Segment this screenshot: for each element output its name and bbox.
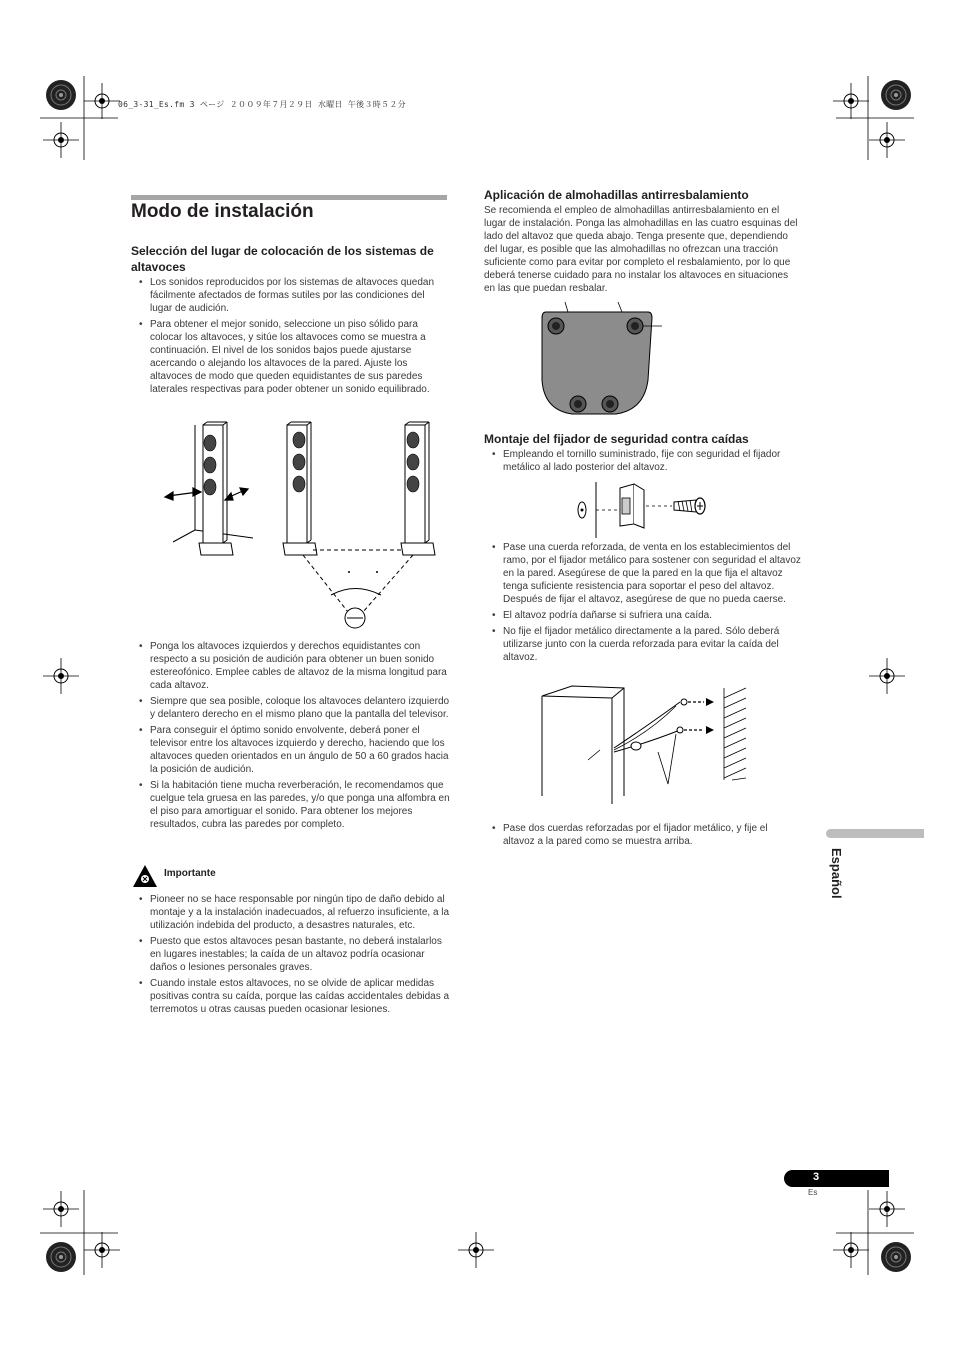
bullet-list-two-cords: [484, 822, 802, 851]
bullet-list-fixing: [484, 448, 802, 477]
page-number: 3: [812, 1171, 820, 1183]
list-item: • El altavoz podría dañarse si sufriera una caída.: [484, 609, 802, 622]
list-item: • Empleando el tornillo suministrado, fije con seguridad el fijador metálico al lado posterior del altavoz.: [484, 448, 802, 474]
file-info: 06_3-31_Es.fm 3 ページ ２００９年７月２９日 水曜日 午後３時５２分: [118, 100, 406, 109]
section-heading-placement: Selección del lugar de colocación de los sistemas de altavoces: [131, 244, 434, 274]
page-number-badge: [784, 1170, 889, 1187]
language-tab-bar: [826, 829, 924, 838]
section-heading-fall-prevention: Montaje del fijador de seguridad contra caídas: [484, 432, 749, 446]
list-item: • Pase una cuerda reforzada, de venta en los establecimientos del ramo, por el fijador metálico para sostener con seguridad el altavoz en la pared. Asegúrese de que la pared en la que fija el altavoz tenga suficiente resistencia para soportar el peso del altavoz. Después de fijar el altavoz, asegúrese de que no pueda caerse.: [484, 541, 802, 606]
section-rule: [131, 195, 447, 200]
page-language-code: Es: [808, 1188, 818, 1197]
bullet-list-important: [131, 893, 451, 1019]
language-label: Español: [829, 848, 844, 899]
language-tab: [828, 848, 848, 908]
anti-slip-pads-diagram: [538, 300, 678, 420]
list-item: • Si la habitación tiene mucha reverberación, le recomendamos que cuelgue tela gruesa en las paredes, y/o que ponga una alfombra en el piso para amortiguar el sonido. Para obtener los mejores resultados, cubra las paredes por completo.: [131, 779, 451, 831]
list-item: • Puesto que estos altavoces pesan bastante, no deberá instalarlos en lugares inestables; la caída de un altavoz podría ocasionar daños o lesiones personales graves.: [131, 935, 451, 974]
wall-cord-diagram: [540, 684, 750, 804]
list-item: • No fije el fijador metálico directamente a la pared. Sólo deberá utilizarse junto con la cuerda reforzada para evitar la caída del altavoz.: [484, 625, 802, 664]
speaker-placement-diagram: [163, 420, 453, 635]
pads-paragraph: Se recomienda el empleo de almohadillas antirresbalamiento en el lugar de instalación. Ponga las almohadillas en las cuatro esquinas del lado del altavoz que queda abajo. Tenga presente que, dependiendo del lugar, es posible que las almohadillas no ofrezcan una tracción suficiente como para evitar por completo el resbalamiento, por lo que deberá tenerse cuidado para no instalar los altavoces en situaciones en las que puedan resbalar.: [484, 205, 798, 294]
list-item: • Pase dos cuerdas reforzadas por el fijador metálico, y fije el altavoz a la pared como se muestra arriba.: [484, 822, 802, 848]
bullet-list-cord: [484, 541, 802, 667]
page-title: Modo de instalación: [131, 201, 314, 222]
list-item: • Para obtener el mejor sonido, seleccione un piso sólido para colocar los altavoces, y sitúe los altavoces como se muestra a continuación. El nivel de los sonidos bajos puede ajustarse acercando o alejando los altavoces de la pared. Ajuste los altavoces de modo que queden equidistantes de sus paredes laterales respectivas para poder obtener un sonido equilibrado.: [131, 318, 449, 396]
list-item: • Ponga los altavoces izquierdos y derechos equidistantes con respecto a su posición de audición para obtener un buen sonido estereofónico. Emplee cables de altavoz de la misma longitud para cada altavoz.: [131, 640, 451, 692]
section-heading-pads: Aplicación de almohadillas antirresbalamiento: [484, 188, 749, 202]
list-item: • Pioneer no se hace responsable por ningún tipo de daño debido al montaje y a la instalación inadecuados, al refuerzo insuficiente, a la utilización indebida del producto, a desastres naturales, etc.: [131, 893, 451, 932]
list-item: • Para conseguir el óptimo sonido envolvente, deberá poner el televisor entre los altavoces izquierdo y derecho, haciendo que los altavoces queden orientados en un ángulo de 50 a 60 grados hacia la posición de audición.: [131, 724, 451, 776]
bullet-list-placement: [131, 276, 449, 399]
warning-icon: [132, 864, 158, 888]
bullet-list-recommendations: [131, 640, 451, 834]
list-item: • Siempre que sea posible, coloque los altavoces delantero izquierdo y delantero derecho en el mismo plano que la pantalla del televisor.: [131, 695, 451, 721]
list-item: • Los sonidos reproducidos por los sistemas de altavoces quedan fácilmente afectados de formas sutiles por las condiciones del lugar de audición.: [131, 276, 449, 315]
important-label: Importante: [164, 868, 216, 879]
list-item: • Cuando instale estos altavoces, no se olvide de aplicar medidas positivas contra su caída, porque las caídas accidentales debidas a terremotos u otras causas pueden ocasionar lesiones.: [131, 977, 451, 1016]
bracket-screw-diagram: [574, 482, 714, 538]
